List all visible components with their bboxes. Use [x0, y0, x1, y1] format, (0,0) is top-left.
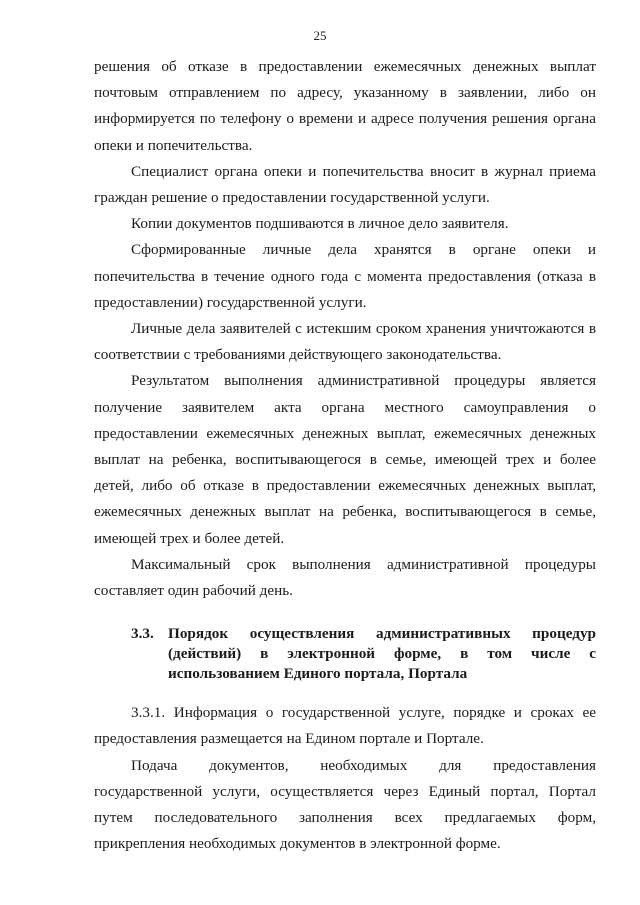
- document-body: [94, 54, 596, 857]
- paragraph: Копии документов подшиваются в личное дело заявителя.: [131, 215, 509, 233]
- paragraph: 3.3.1. Информация о государственной услуге, порядке и сроках ее предоставления размещается на Едином портале и Портале.: [94, 704, 596, 748]
- paragraph: решения об отказе в предоставлении ежемесячных денежных выплат почтовым отправлением по адресу, указанному в заявлении, либо он информируется по телефону о времени и адресе получения решения органа опеки и попечительства.: [94, 58, 596, 154]
- section-title: Порядок осуществления административных процедур (действий) в электронной форме, в том числе с использованием Единого портала, Портала: [168, 625, 596, 683]
- paragraph: Максимальный срок выполнения административной процедуры составляет один рабочий день.: [94, 555, 596, 600]
- paragraph: Подача документов, необходимых для предоставления государственной услуги, осуществляется через Единый портал, Портал путем последовательного заполнения всех предлагаемых форм, прикрепления необходимых документов в электронной форме.: [94, 756, 596, 853]
- paragraph: Сформированные личные дела хранятся в органе опеки и попечительства в течение одного года с момента предоставления (отказа в предоставлении) государственной услуги.: [94, 241, 596, 311]
- section-number: 3.3.: [131, 625, 154, 643]
- page-number: 25: [313, 28, 327, 43]
- paragraph: Результатом выполнения административной процедуры является получение заявителем акта органа местного самоуправления о предоставлении ежемесячных денежных выплат, ежемесячных денежных выплат на ребенка, воспитывающегося в семье, имеющей трех и более детей, либо об отказе в предоставлении ежемесячных денежных выплат, ежемесячных денежных выплат на ребенка, воспитывающегося в семье, имеющей трех и более детей.: [94, 372, 596, 547]
- section-heading: [94, 624, 596, 684]
- paragraph: Специалист органа опеки и попечительства вносит в журнал приема граждан решение о предоставлении государственной услуги.: [94, 162, 596, 207]
- paragraph: Личные дела заявителей с истекшим сроком хранения уничтожаются в соответствии с требованиями действующего законодательства.: [94, 320, 596, 364]
